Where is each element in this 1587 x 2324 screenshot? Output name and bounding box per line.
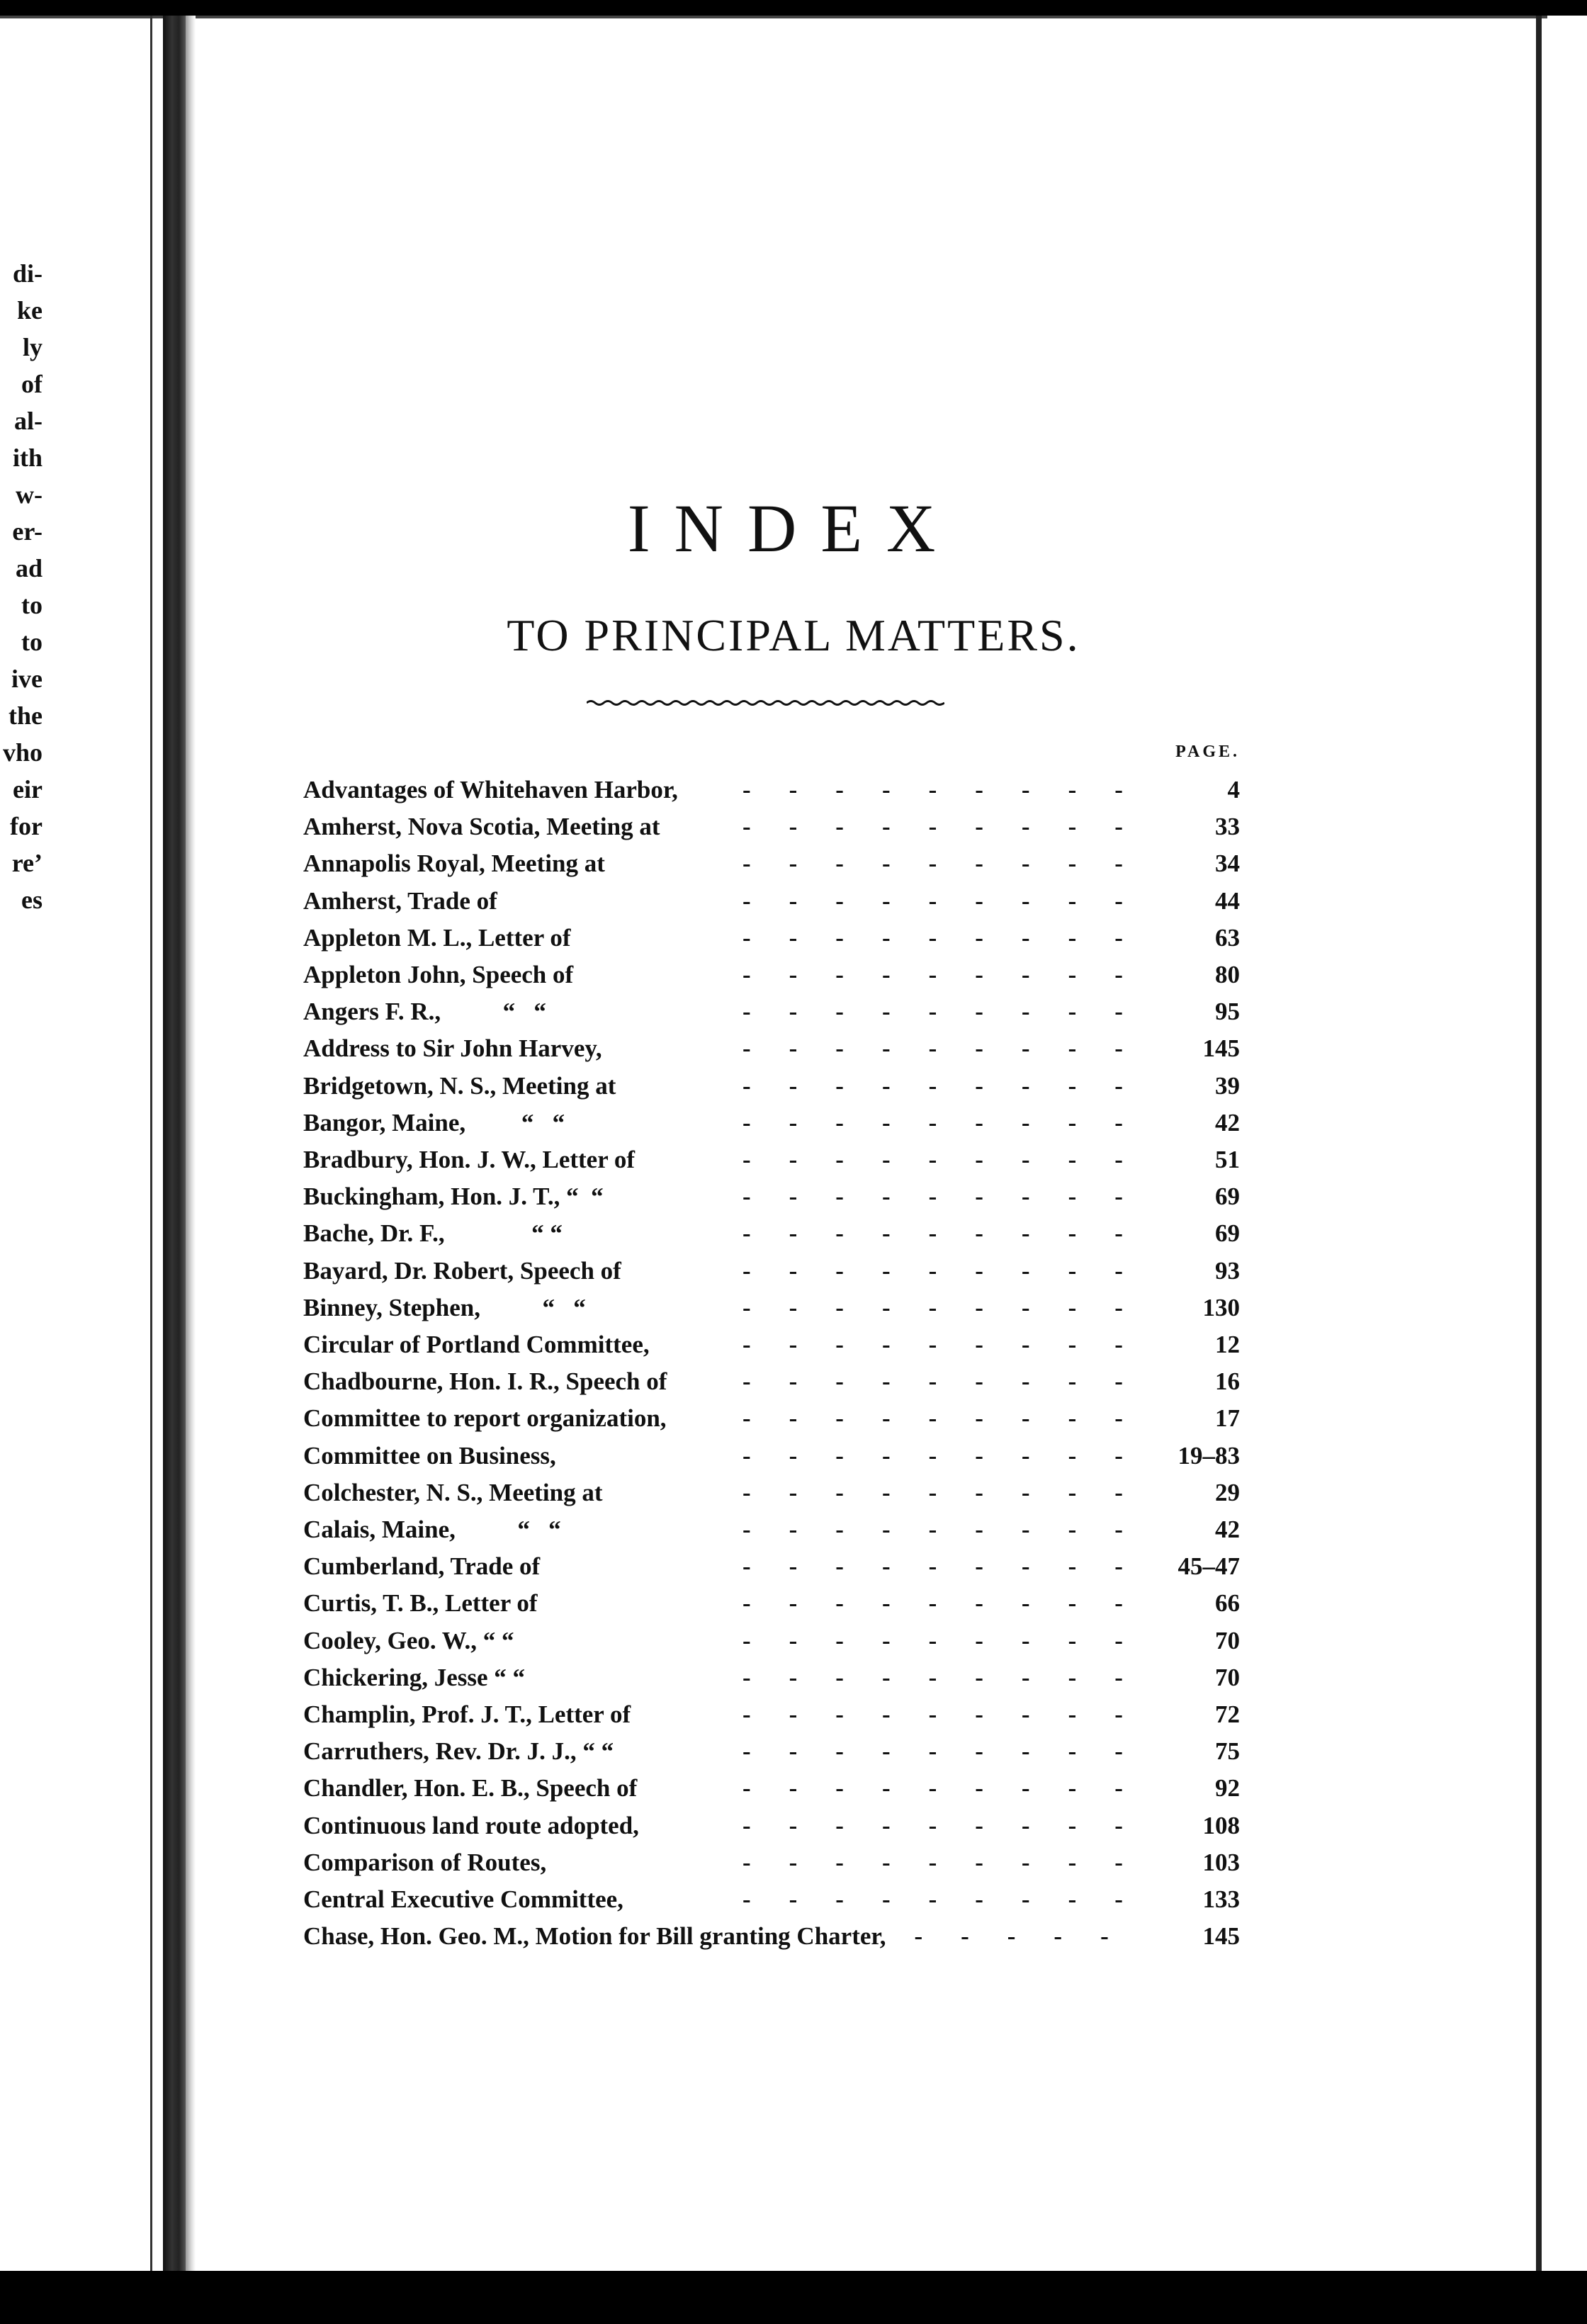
- previous-page-text: es: [21, 886, 43, 914]
- index-entry: [303, 1438, 1240, 1474]
- index-title: INDEX: [627, 490, 960, 566]
- leader-dashes: ---------: [742, 961, 1161, 988]
- index-entry: [303, 1512, 1240, 1547]
- entry-label: Comparison of Routes,: [303, 1849, 547, 1876]
- entry-page-number: 130: [1202, 1294, 1240, 1321]
- entry-label: Curtis, T. B., Letter of: [303, 1589, 538, 1617]
- entry-label: Bayard, Dr. Robert, Speech of: [303, 1257, 621, 1285]
- scan-border-top: [0, 0, 1587, 16]
- entry-page-number: 69: [1215, 1183, 1240, 1210]
- index-entry: [303, 1845, 1240, 1880]
- leader-dashes: ---------: [742, 1700, 1161, 1728]
- entry-label: Committee to report organization,: [303, 1404, 667, 1432]
- entry-label: Chase, Hon. Geo. M., Motion for Bill granting Charter,: [303, 1922, 886, 1950]
- leader-dashes: ---------: [742, 1885, 1161, 1913]
- decorative-rule: [587, 696, 944, 706]
- leader-dashes: ---------: [742, 924, 1161, 952]
- leader-dashes: ---------: [742, 1257, 1161, 1285]
- entry-label: Amherst, Nova Scotia, Meeting at: [303, 813, 660, 840]
- entry-page-number: 70: [1215, 1664, 1240, 1691]
- previous-page-text: er-: [12, 517, 43, 546]
- leader-dashes: ---------: [742, 1183, 1161, 1210]
- leader-dashes: ---------: [742, 1034, 1161, 1062]
- index-entry: [303, 957, 1240, 993]
- previous-page-text: di-: [12, 259, 43, 288]
- leader-dashes: ---------: [742, 1219, 1161, 1247]
- leader-dashes: ---------: [742, 850, 1161, 877]
- previous-page-fragment: [0, 255, 43, 918]
- entry-label: Advantages of Whitehaven Harbor,: [303, 776, 678, 803]
- page-right-edge: [1536, 16, 1542, 2271]
- entry-label: Bache, Dr. F., “ “: [303, 1219, 563, 1247]
- entry-page-number: 92: [1215, 1774, 1240, 1802]
- previous-page-text: the: [9, 701, 43, 730]
- index-entry: [303, 846, 1240, 881]
- previous-page-text: ly: [22, 333, 43, 361]
- index-entry: [303, 1623, 1240, 1659]
- leader-dashes: ---------: [742, 776, 1161, 803]
- leader-dashes: ---------: [742, 1109, 1161, 1136]
- leader-dashes: ---------: [742, 1072, 1161, 1100]
- index-entry: [303, 1660, 1240, 1696]
- leader-dashes: ---------: [742, 1552, 1161, 1580]
- index-entry: [303, 1216, 1240, 1251]
- index-subtitle: TO PRINCIPAL MATTERS.: [507, 610, 1080, 660]
- index-entry: [303, 1068, 1240, 1104]
- entry-label: Appleton M. L., Letter of: [303, 924, 571, 952]
- leader-dashes: ---------: [742, 1812, 1161, 1839]
- leader-dashes: ---------: [742, 1774, 1161, 1802]
- index-entry: [303, 1142, 1240, 1178]
- leader-dashes: ---------: [742, 1479, 1161, 1506]
- leader-dashes: ---------: [742, 1404, 1161, 1432]
- entry-label: Annapolis Royal, Meeting at: [303, 850, 605, 877]
- entry-page-number: 34: [1215, 850, 1240, 877]
- leader-dashes: ---------: [742, 1627, 1161, 1654]
- entry-page-number: 16: [1215, 1367, 1240, 1395]
- entry-label: Chickering, Jesse “ “: [303, 1664, 526, 1691]
- leader-dashes: ---------: [742, 1294, 1161, 1321]
- entry-page-number: 44: [1215, 887, 1240, 915]
- index-entry: [303, 1327, 1240, 1363]
- entry-page-number: 51: [1215, 1146, 1240, 1173]
- previous-page-text: w-: [16, 480, 43, 509]
- index-entry: [303, 920, 1240, 956]
- index-entry: [303, 1401, 1240, 1436]
- index-entry: [303, 1919, 1240, 1954]
- entry-label: Central Executive Committee,: [303, 1885, 623, 1913]
- entry-page-number: 39: [1215, 1072, 1240, 1100]
- entry-label: Committee on Business,: [303, 1442, 556, 1470]
- entry-page-number: 63: [1215, 924, 1240, 952]
- entry-page-number: 42: [1215, 1516, 1240, 1543]
- previous-page-text: reʼ: [11, 849, 43, 877]
- leader-dashes: ---------: [742, 1146, 1161, 1173]
- previous-page-text: ke: [17, 296, 43, 325]
- index-entry: [303, 809, 1240, 845]
- entry-page-number: 17: [1215, 1404, 1240, 1432]
- entry-label: Carruthers, Rev. Dr. J. J., “ “: [303, 1737, 614, 1765]
- index-entry: [303, 1734, 1240, 1769]
- entry-page-number: 4: [1227, 776, 1240, 803]
- entry-label: Continuous land route adopted,: [303, 1812, 639, 1839]
- entry-page-number: 42: [1215, 1109, 1240, 1136]
- entry-label: Circular of Portland Committee,: [303, 1331, 650, 1358]
- book-gutter: [163, 16, 186, 2271]
- index-entry: [303, 1253, 1240, 1289]
- index-entry: [303, 994, 1240, 1030]
- entry-page-number: 45–47: [1177, 1552, 1240, 1580]
- leader-dashes: ---------: [742, 1442, 1161, 1470]
- entry-page-number: 75: [1215, 1737, 1240, 1765]
- previous-page-text: for: [10, 812, 43, 840]
- entry-label: Cooley, Geo. W., “ “: [303, 1627, 514, 1654]
- entry-page-number: 33: [1215, 813, 1240, 840]
- previous-page-text: al-: [14, 407, 43, 435]
- entry-page-number: 103: [1202, 1849, 1240, 1876]
- gutter-shadow: [186, 16, 196, 2271]
- previous-page-text: to: [21, 628, 43, 656]
- previous-page-text: of: [21, 370, 43, 398]
- previous-page-text: ad: [15, 554, 43, 582]
- leader-dashes: ---------: [742, 1367, 1161, 1395]
- index-entry: [303, 1364, 1240, 1399]
- entry-page-number: 95: [1215, 998, 1240, 1025]
- entry-label: Address to Sir John Harvey,: [303, 1034, 602, 1062]
- leader-dashes: ---------: [742, 813, 1161, 840]
- index-entry: [303, 1179, 1240, 1214]
- scan-border-bottom: [0, 2271, 1587, 2324]
- entry-label: Amherst, Trade of: [303, 887, 497, 915]
- previous-page-text: vho: [2, 738, 43, 767]
- entry-label: Calais, Maine, “ “: [303, 1516, 561, 1543]
- entry-label: Chandler, Hon. E. B., Speech of: [303, 1774, 638, 1802]
- index-entry: [303, 1882, 1240, 1917]
- scan-border-top-line: [0, 16, 1587, 18]
- leader-dashes: ---------: [742, 998, 1161, 1025]
- entry-page-number: 29: [1215, 1479, 1240, 1506]
- entry-label: Bangor, Maine, “ “: [303, 1109, 565, 1136]
- entry-page-number: 19–83: [1177, 1442, 1240, 1470]
- entry-label: Angers F. R., “ “: [303, 998, 546, 1025]
- leader-dashes: ---------: [742, 887, 1161, 915]
- index-entry: [303, 1549, 1240, 1584]
- entry-label: Bridgetown, N. S., Meeting at: [303, 1072, 616, 1100]
- index-entry: [303, 1475, 1240, 1511]
- entry-label: Buckingham, Hon. J. T., “ “: [303, 1183, 604, 1210]
- entry-page-number: 108: [1202, 1812, 1240, 1839]
- index-entry: [303, 1586, 1240, 1621]
- leader-dashes: ---------: [742, 1737, 1161, 1765]
- index-entry: [303, 1290, 1240, 1326]
- binding-line: [150, 16, 152, 2271]
- index-entry: [303, 772, 1240, 808]
- index-entry: [303, 1105, 1240, 1141]
- entry-label: Bradbury, Hon. J. W., Letter of: [303, 1146, 636, 1173]
- leader-dashes: ---------: [742, 1849, 1161, 1876]
- entry-label: Colchester, N. S., Meeting at: [303, 1479, 603, 1506]
- entry-page-number: 133: [1202, 1885, 1240, 1913]
- previous-page-text: eir: [13, 775, 43, 803]
- entry-label: Binney, Stephen, “ “: [303, 1294, 586, 1321]
- entry-page-number: 72: [1215, 1700, 1240, 1728]
- entry-label: Appleton John, Speech of: [303, 961, 574, 988]
- index-entry: [303, 1808, 1240, 1844]
- page-margin-right: [1547, 16, 1587, 2271]
- previous-page-text: to: [21, 591, 43, 619]
- leader-dashes: ---------: [742, 1589, 1161, 1617]
- index-entry: [303, 1771, 1240, 1806]
- entry-page-number: 66: [1215, 1589, 1240, 1617]
- index-entry: [303, 884, 1240, 919]
- entry-page-number: 69: [1215, 1219, 1240, 1247]
- leader-dashes: ---------: [742, 1516, 1161, 1543]
- entry-label: Chadbourne, Hon. I. R., Speech of: [303, 1367, 667, 1395]
- index-entry: [303, 1697, 1240, 1732]
- entry-page-number: 145: [1202, 1922, 1240, 1950]
- entry-page-number: 93: [1215, 1257, 1240, 1285]
- leader-dashes: -----: [914, 1922, 1147, 1950]
- entry-label: Cumberland, Trade of: [303, 1552, 541, 1580]
- leader-dashes: ---------: [742, 1664, 1161, 1691]
- leader-dashes: ---------: [742, 1331, 1161, 1358]
- entry-label: Champlin, Prof. J. T., Letter of: [303, 1700, 631, 1728]
- index-entry: [303, 1031, 1240, 1066]
- previous-page-text: ith: [12, 444, 43, 472]
- page-column-header: PAGE.: [1175, 743, 1240, 761]
- entry-page-number: 80: [1215, 961, 1240, 988]
- entry-page-number: 12: [1215, 1331, 1240, 1358]
- entry-page-number: 70: [1215, 1627, 1240, 1654]
- previous-page-text: ive: [11, 665, 43, 693]
- entry-page-number: 145: [1202, 1034, 1240, 1062]
